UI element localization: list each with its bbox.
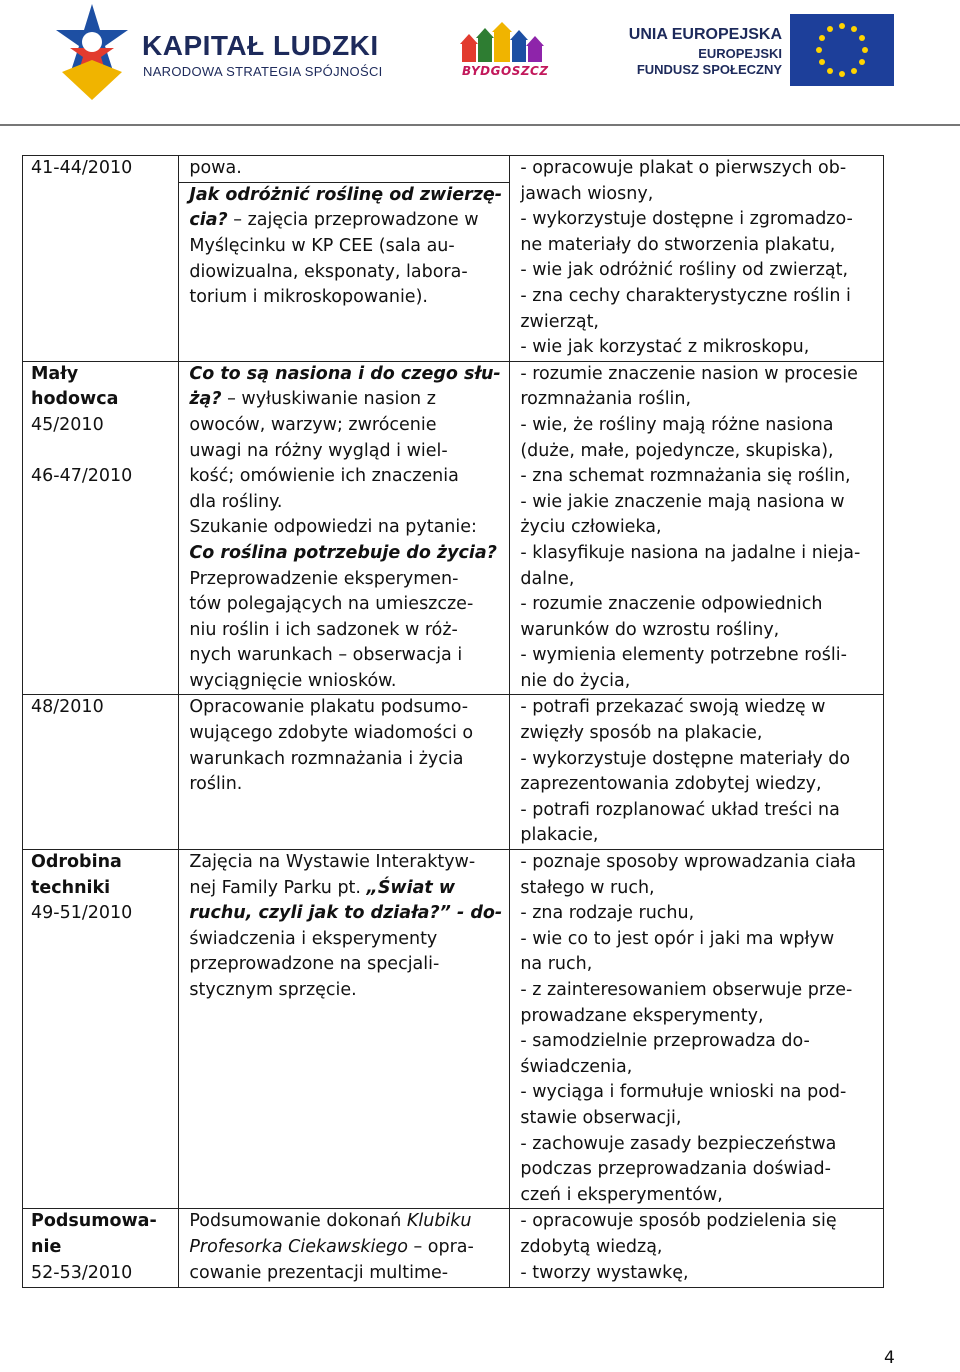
date-text: 48/2010 [31,697,104,718]
activity-line: uwagi na różny wygląd i wiel- [189,440,448,461]
outcome-line: - opracowuje plakat o pierwszych ob- [520,158,847,178]
activity-line: nej Family Parku pt. [189,877,367,898]
activity-line: torium i mikroskopowanie). [189,287,428,308]
activity-line: tów polegających na umieszcze- [189,594,474,615]
activity-line: – opra- [407,1236,474,1257]
eu-subtitle-line: FUNDUSZ SPOŁECZNY [636,62,782,77]
activity-line: – zajęcia przeprowadzone w [227,210,479,231]
outcome-line: czeń i eksperymentów, [520,1184,723,1205]
title-cell [23,850,179,1209]
activity-title-line: cia? [189,210,228,231]
outcome-cell [510,1209,884,1288]
outcome-line: - wyciąga i formułuje wnioski na pod- [520,1082,847,1103]
header-divider [0,124,960,126]
activity-line: warunkach rozmnażania i życia [189,748,464,769]
outcome-line: rozmnażania roślin, [520,389,692,410]
outcome-line: zaprezentowania zdobytej wiedzy, [520,774,822,795]
activity-line: Podsumowanie dokonań [189,1211,407,1232]
kapital-ludzki-subtitle: NARODOWA STRATEGIA SPÓJNOŚCI [143,64,383,79]
activity-line: dla rośliny. [189,491,283,512]
activity-line: przeprowadzone na specjali- [189,954,440,975]
outcome-line: - poznaje sposoby wprowadzania ciała [520,852,857,873]
table-row [23,1209,884,1288]
date-text: 45/2010 [31,414,104,435]
outcome-line: - klasyfikuje nasiona na jadalne i nieja- [520,542,861,563]
activity-line: świadczenia i eksperymenty [189,928,438,949]
activity-cell [179,1209,510,1288]
outcome-line: - wymienia elementy potrzebne rośli- [520,645,847,666]
bydgoszcz-text: BYDGOSZCZ [462,64,549,78]
date-cell [23,156,179,362]
title-cell [23,361,179,695]
outcome-line: stałego w ruch, [520,877,655,898]
outcome-line: - z zainteresowaniem obserwuje prze- [520,980,853,1000]
eu-title: UNIA EUROPEJSKA [628,26,782,43]
activity-title-line: ruchu, czyli jak to działa? [189,903,440,924]
activity-title-line: „Świat w [366,877,456,898]
outcome-line: - wie, że rośliny mają różne nasiona [520,414,834,435]
page-number: 4 [884,1348,895,1368]
activity-title-line: żą? [189,389,222,410]
outcome-line: - potrafi rozplanować układ treści na [520,799,840,820]
activity-title-line: Co roślina potrzebuje do życia? [189,542,497,563]
outcome-line: - wykorzystuje dostępne i zgromadzo- [520,209,853,230]
activity-line: Przeprowadzenie eksperymen- [189,568,459,589]
table-row [23,361,884,695]
activity-cell [179,182,510,361]
outcome-line: stawie obserwacji, [520,1107,682,1128]
outcome-line: - wie co to jest opór i jaki ma wpływ [520,928,835,949]
outcome-line: - rozumie znaczenie odpowiednich [520,594,823,615]
outcome-line: - samodzielnie przeprowadza do- [520,1031,810,1052]
outcome-line: nie do życia, [520,670,631,691]
activity-title-line: Profesorka Ciekawskiego [189,1236,408,1257]
outcome-line: dalne, [520,568,575,589]
outcome-line: - rozumie znaczenie nasion w procesie [520,363,858,384]
outcome-line: - wie jakie znaczenie mają nasiona w [520,491,845,512]
outcome-line: - zna rodzaje ruchu, [520,903,695,924]
activity-cell [179,695,510,850]
activity-cell [179,850,510,1209]
outcome-line: - opracowuje sposób podzielenia się [520,1211,837,1232]
activity-line: nych warunkach – obserwacja i [189,645,463,666]
activity-title-line: Klubiku [406,1211,472,1232]
outcome-line: - potrafi przekazać swoją wiedzę w [520,697,826,718]
outcome-cell [510,156,884,362]
activity-cell [179,361,510,695]
title-cell [23,1209,179,1288]
outcome-line: - wie jak odróżnić rośliny od zwierząt, [520,260,849,281]
table-row [23,850,884,1209]
table-row [23,695,884,850]
activity-line: kość; omówienie ich znaczenia [189,466,459,487]
kapital-ludzki-title: KAPITAŁ LUDZKI [142,30,379,61]
outcome-cell [510,361,884,695]
outcome-line: zwięzły sposób na plakacie, [520,723,763,744]
activity-line: niu roślin i ich sadzonek w róż- [189,619,458,640]
activity-line: Myślęcinku w KP CEE (sala au- [189,235,455,256]
activity-title-line: Co to są nasiona i do czego słu- [189,363,501,384]
outcome-line: świadczenia, [520,1056,633,1077]
date-text: 49-51/2010 [31,903,133,924]
activity-line: ” - do- [439,903,503,924]
section-title: nie [31,1236,62,1257]
outcome-line: - zachowuje zasady bezpieczeństwa [520,1133,837,1154]
outcome-line: - wie jak korzystać z mikroskopu, [520,337,810,358]
outcome-line: - wykorzystuje dostępne materiały do [520,748,851,769]
activity-line: wyciągnięcie wniosków. [189,670,397,691]
date-text: 41-44/2010 [31,158,133,178]
activity-line: diowizualna, eksponaty, labora- [189,261,468,282]
activity-line: Szukanie odpowiedzi na pytanie: [189,517,477,538]
outcome-line: - zna cechy charakterystyczne roślin i [520,285,851,306]
activity-cell [179,156,510,183]
section-title: Odrobina [31,852,122,873]
date-text: 52-53/2010 [31,1262,133,1283]
date-cell [23,695,179,850]
outcome-line: podczas przeprowadzania doświad- [520,1159,831,1180]
outcome-line: zwierząt, [520,311,599,332]
activity-line: cowanie prezentacji multime- [189,1262,449,1283]
activity-line: Zajęcia na Wystawie Interaktyw- [189,852,476,873]
outcome-line: (duże, małe, pojedyncze, skupiska), [520,440,834,461]
activity-line: stycznym sprzęcie. [189,980,357,1000]
eu-flag-icon [790,14,894,86]
outcome-line: warunków do wzrostu rośliny, [520,619,780,640]
section-title: Mały [31,363,79,384]
outcome-line: prowadzane eksperymenty, [520,1005,764,1026]
outcome-line: ne materiały do stworzenia plakatu, [520,234,836,255]
eu-subtitle-line: EUROPEJSKI [698,46,782,61]
page-header [0,0,960,128]
outcome-cell [510,695,884,850]
outcome-line: plakacie, [520,825,599,846]
activity-line: – wyłuskiwanie nasion z [221,389,436,410]
outcome-line: jawach wiosny, [520,183,654,204]
outcome-line: - zna schemat rozmnażania się roślin, [520,466,851,487]
table-row [23,156,884,183]
program-table [22,155,884,1288]
outcome-line: - tworzy wystawkę, [520,1262,689,1283]
section-title: Podsumowa- [31,1211,157,1232]
kapital-ludzki-logo-icon [52,2,132,102]
outcome-line: życiu człowieka, [520,517,662,538]
outcome-line: na ruch, [520,954,593,975]
section-title: techniki [31,877,111,898]
activity-line: powa. [189,158,242,178]
section-title: hodowca [31,389,119,410]
date-text: 46-47/2010 [31,466,133,487]
activity-line: Opracowanie plakatu podsumo- [189,697,469,718]
activity-title-line: Jak odróżnić roślinę od zwierzę- [189,184,503,205]
outcome-cell [510,850,884,1209]
outcome-line: zdobytą wiedzą, [520,1236,663,1257]
eu-subtitle [622,46,782,78]
activity-line: wującego zdobyte wiadomości o [189,723,474,744]
activity-line: owoców, warzyw; zwrócenie [189,414,437,435]
activity-line: roślin. [189,774,243,795]
